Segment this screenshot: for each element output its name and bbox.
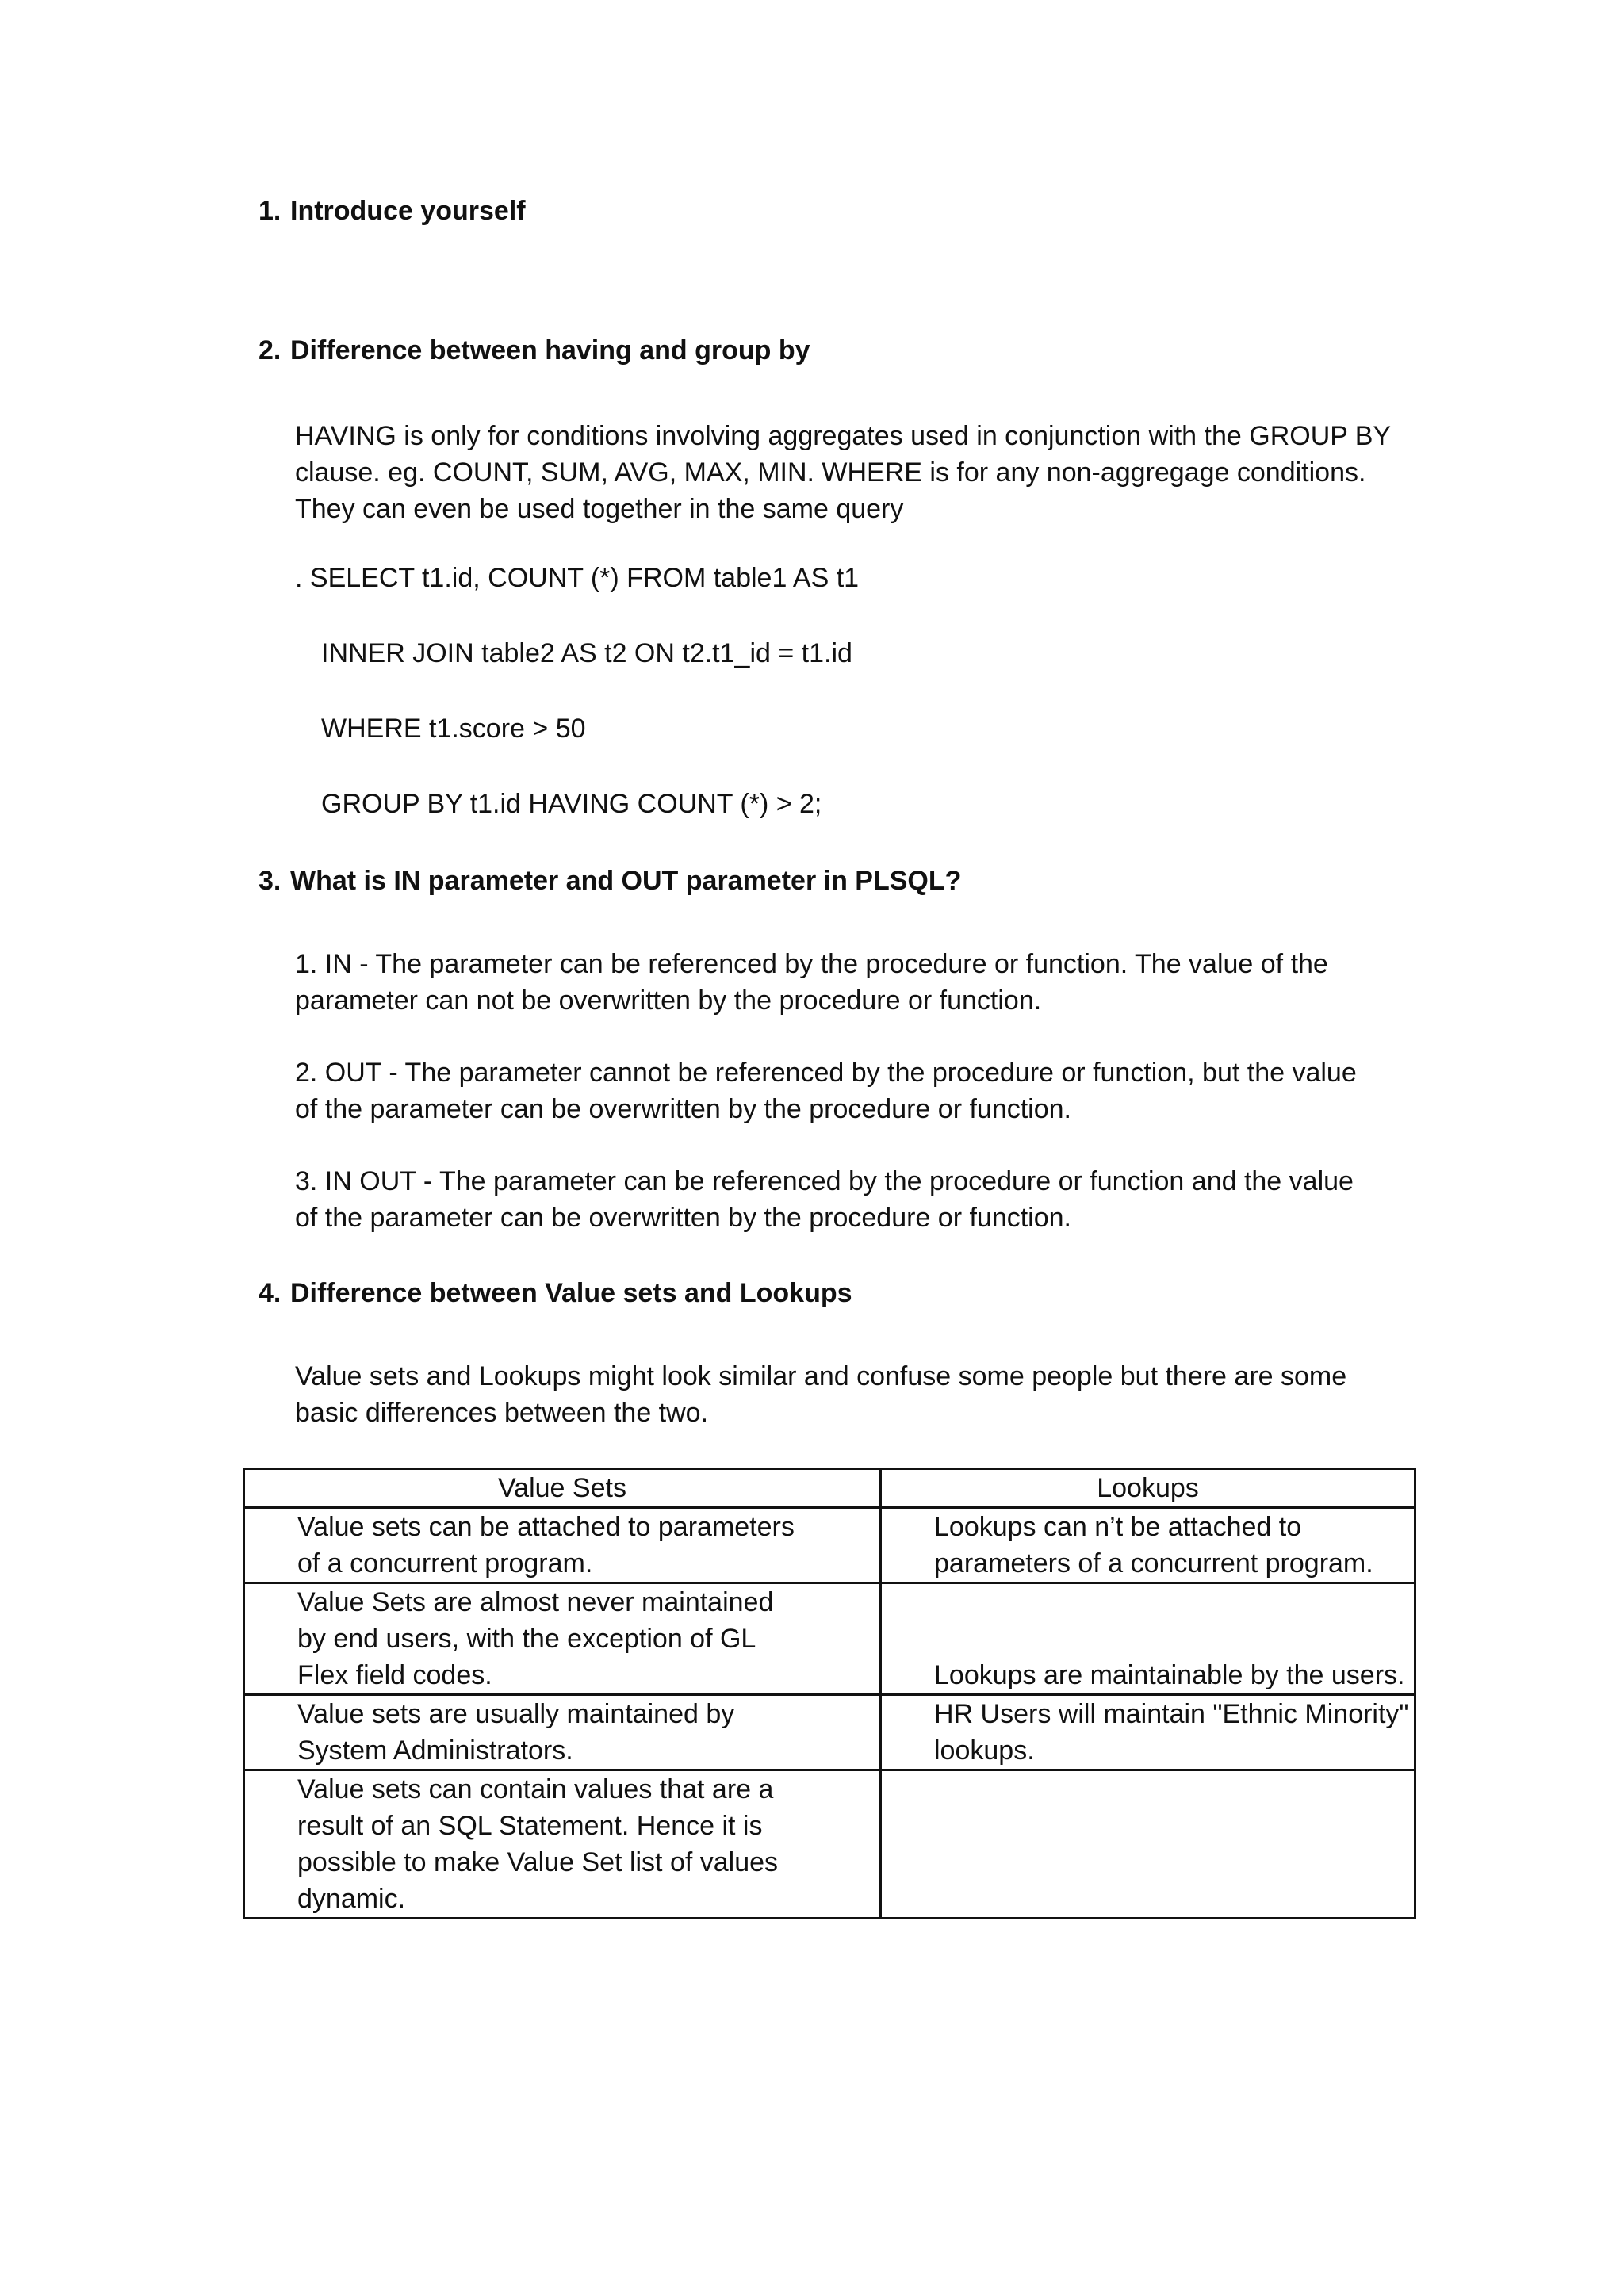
table-header-value-sets: Value Sets [244, 1469, 881, 1508]
question-3-item-2 [295, 1054, 1421, 1127]
question-4-number: 4. [259, 1278, 282, 1308]
cell-line: HR Users will maintain "Ethnic Minority" [934, 1699, 1409, 1729]
answer-line: 1. IN - The parameter can be referenced by the procedure or function. The value of the [295, 949, 1328, 979]
question-2-number: 2. [259, 335, 282, 365]
sql-code-line: . SELECT t1.id, COUNT (*) FROM table1 AS t1 [295, 563, 860, 593]
answer-line: clause. eg. COUNT, SUM, AVG, MAX, MIN. WHERE is for any non-aggregage conditions. [295, 457, 1366, 488]
answer-line: basic differences between the two. [295, 1398, 709, 1428]
question-4-intro [295, 1358, 1421, 1431]
table-cell-value-sets [244, 1583, 881, 1695]
cell-line: parameters of a concurrent program. [934, 1548, 1373, 1578]
question-3-heading [259, 866, 961, 897]
question-2-heading [259, 335, 810, 366]
table-cell-value-sets [244, 1508, 881, 1583]
cell-line: System Administrators. [297, 1735, 573, 1766]
table-header-lookups: Lookups [881, 1469, 1415, 1508]
answer-line: of the parameter can be overwritten by the procedure or function. [295, 1094, 1071, 1124]
cell-line: result of an SQL Statement. Hence it is [297, 1811, 763, 1841]
cell-line: Value Sets are almost never maintained [297, 1587, 774, 1617]
table-cell-lookups [881, 1508, 1415, 1583]
cell-line: dynamic. [297, 1884, 406, 1914]
question-4-title: Difference between Value sets and Lookups [290, 1278, 852, 1308]
cell-line: Lookups are maintainable by the users. [934, 1660, 1405, 1690]
answer-line: 3. IN OUT - The parameter can be referenced by the procedure or function and the value [295, 1166, 1354, 1196]
cell-line: of a concurrent program. [297, 1548, 593, 1578]
answer-line: of the parameter can be overwritten by the procedure or function. [295, 1203, 1071, 1233]
table-row [244, 1508, 1415, 1583]
cell-line: Value sets can contain values that are a [297, 1774, 774, 1804]
question-3-item-3 [295, 1163, 1421, 1236]
question-3-item-1 [295, 946, 1421, 1019]
question-2-title: Difference between having and group by [290, 335, 810, 365]
answer-line: 2. OUT - The parameter cannot be referenced by the procedure or function, but the value [295, 1058, 1357, 1088]
cell-line: Value sets are usually maintained by [297, 1699, 735, 1729]
table-cell-lookups-empty [881, 1770, 1415, 1919]
question-4-heading [259, 1278, 852, 1309]
question-1-title: Introduce yourself [290, 196, 526, 226]
question-1-heading [259, 196, 526, 227]
table-cell-lookups [881, 1695, 1415, 1770]
table-cell-value-sets [244, 1695, 881, 1770]
table-cell-lookups [881, 1583, 1415, 1695]
cell-line: Lookups can n’t be attached to [934, 1512, 1302, 1542]
question-3-number: 3. [259, 866, 282, 896]
table-header-row [244, 1469, 1415, 1508]
table-row [244, 1583, 1415, 1695]
question-1-number: 1. [259, 196, 282, 226]
sql-code-line: GROUP BY t1.id HAVING COUNT (*) > 2; [321, 789, 822, 819]
answer-line: HAVING is only for conditions involving aggregates used in conjunction with the GROUP BY [295, 421, 1392, 451]
answer-line: They can even be used together in the same query [295, 494, 904, 524]
cell-line: Value sets can be attached to parameters [297, 1512, 795, 1542]
question-3-title: What is IN parameter and OUT parameter in PLSQL? [290, 866, 962, 896]
sql-code-line: INNER JOIN table2 AS t2 ON t2.t1_id = t1.id [321, 638, 852, 668]
table-row [244, 1770, 1415, 1919]
sql-code-line: WHERE t1.score > 50 [321, 714, 586, 744]
cell-line: Flex field codes. [297, 1660, 492, 1690]
cell-line: possible to make Value Set list of values [297, 1847, 779, 1877]
cell-line: by end users, with the exception of GL [297, 1624, 756, 1654]
answer-line: parameter can not be overwritten by the procedure or function. [295, 985, 1042, 1016]
table-cell-value-sets [244, 1770, 881, 1919]
answer-line: Value sets and Lookups might look similar and confuse some people but there are some [295, 1361, 1347, 1391]
question-2-answer [295, 418, 1421, 527]
comparison-table [243, 1468, 1416, 1919]
cell-line: lookups. [934, 1735, 1035, 1766]
table-row [244, 1695, 1415, 1770]
